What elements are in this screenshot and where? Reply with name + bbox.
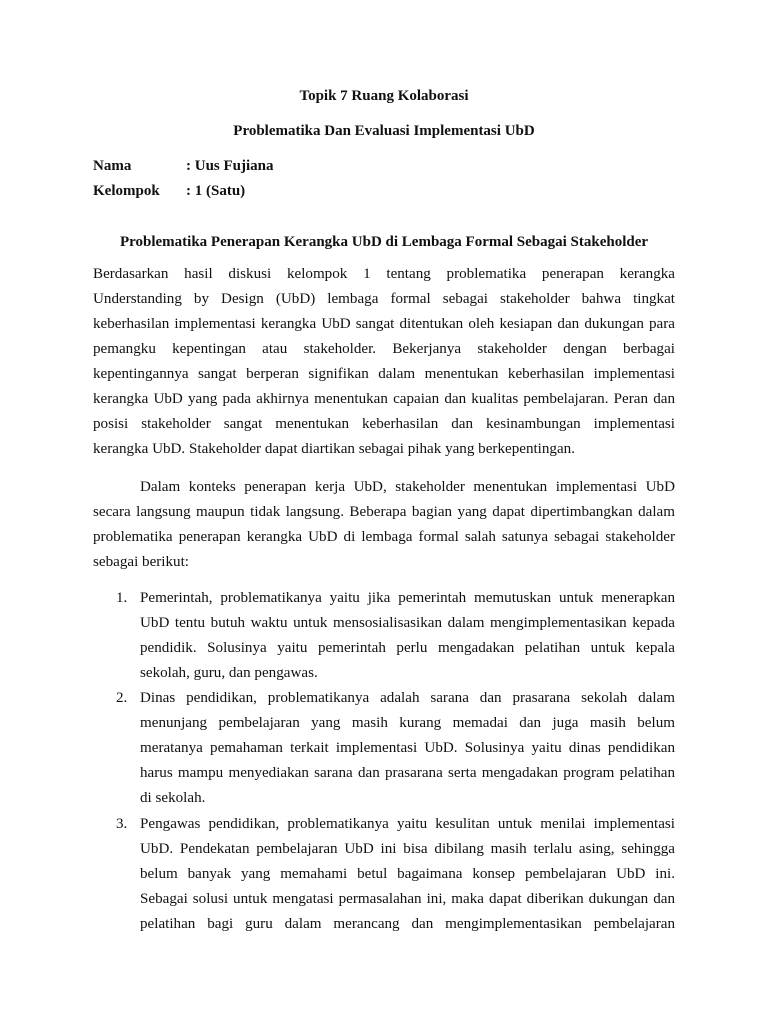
document-title: Topik 7 Ruang Kolaborasi (299, 88, 469, 104)
meta-group-value: : 1 (Satu) (186, 183, 246, 199)
list-item-line: pelatihan bagi guru dalam merancang dan mengimplementasikan pembelajaran (140, 916, 675, 932)
list-item-body (140, 686, 675, 811)
meta-name-label: Nama (93, 158, 132, 174)
paragraph-2 (93, 475, 675, 575)
list-item-body (140, 586, 675, 686)
paragraph-line: sebagai berikut: (93, 554, 189, 570)
list-item-line: UbD. Pendekatan pembelajaran UbD ini bisa dibilang masih terlalu asing, sehingga (140, 841, 675, 857)
meta-group-row (93, 181, 245, 201)
list-item-body (140, 812, 675, 937)
list-item-line: menunjang pembelajaran yang masih kurang memadai dan juga masih belum (140, 715, 675, 731)
list-item-line: pendidik. Solusinya yaitu pemerintah perlu mengadakan pelatihan untuk kepala (140, 640, 675, 656)
meta-group-label: Kelompok (93, 183, 160, 199)
list-item-line: UbD tentu butuh waktu untuk mensosialisasikan dalam mengimplementasikan kepada (140, 615, 675, 631)
paragraph-line: kepentingannya sangat berperan signifikan dalam menentukan keberhasilan implementasi (93, 366, 675, 382)
list-item-line: harus mampu menyediakan sarana dan prasarana serta mengadakan program pelatihan (140, 765, 675, 781)
meta-name-row (93, 156, 274, 176)
list-item-line: di sekolah. (140, 790, 206, 806)
paragraph-line: kerangka UbD yang pada akhirnya menentukan capaian dan kualitas pembelajaran. Peran dan (93, 391, 675, 407)
list-item-line: sekolah, guru, dan pengawas. (140, 665, 318, 681)
list-item-line: belum banyak yang memahami betul bagaimana konsep pembelajaran UbD ini. (140, 866, 675, 882)
list-item-line: meratanya pemahaman terkait implementasi UbD. Solusinya yaitu dinas pendidikan (140, 740, 675, 756)
document-subtitle: Problematika Dan Evaluasi Implementasi UbD (233, 123, 535, 139)
list-item-line: Pengawas pendidikan, problematikanya yaitu kesulitan untuk menilai implementasi (140, 816, 675, 832)
paragraph-line: Berdasarkan hasil diskusi kelompok 1 tentang problematika penerapan kerangka (93, 266, 675, 282)
paragraph-line: Understanding by Design (UbD) lembaga formal sebagai stakeholder bahwa tingkat (93, 291, 675, 307)
paragraph-1 (93, 262, 675, 462)
list-item-number: 3. (116, 816, 128, 832)
paragraph-line: Dalam konteks penerapan kerja UbD, stakeholder menentukan implementasi UbD (140, 479, 675, 495)
meta-name-value: : Uus Fujiana (186, 158, 274, 174)
paragraph-line: posisi stakeholder sangat menentukan keberhasilan dan kesinambungan implementasi (93, 416, 675, 432)
list-item-line: Sebagai solusi untuk mengatasi permasalahan ini, maka dapat diberikan dukungan dan (140, 891, 675, 907)
paragraph-line: keberhasilan implementasi kerangka UbD sangat ditentukan oleh kesiapan dan dukungan para (93, 316, 675, 332)
list-item-number: 1. (116, 590, 128, 606)
list-item-line: Dinas pendidikan, problematikanya adalah sarana dan prasarana sekolah dalam (140, 690, 675, 706)
paragraph-line: problematika penerapan kerangka UbD di lembaga formal salah satunya sebagai stakeholder (93, 529, 675, 545)
list-item-line: Pemerintah, problematikanya yaitu jika pemerintah memutuskan untuk menerapkan (140, 590, 675, 606)
paragraph-line: pemangku kepentingan atau stakeholder. Bekerjanya stakeholder dengan berbagai (93, 341, 675, 357)
section-heading: Problematika Penerapan Kerangka UbD di Lembaga Formal Sebagai Stakeholder (119, 234, 649, 250)
list-item-number: 2. (116, 690, 128, 706)
paragraph-line: secara langsung maupun tidak langsung. Beberapa bagian yang dapat dipertimbangkan dalam (93, 504, 675, 520)
paragraph-line: kerangka UbD. Stakeholder dapat diartikan sebagai pihak yang berkepentingan. (93, 441, 575, 457)
